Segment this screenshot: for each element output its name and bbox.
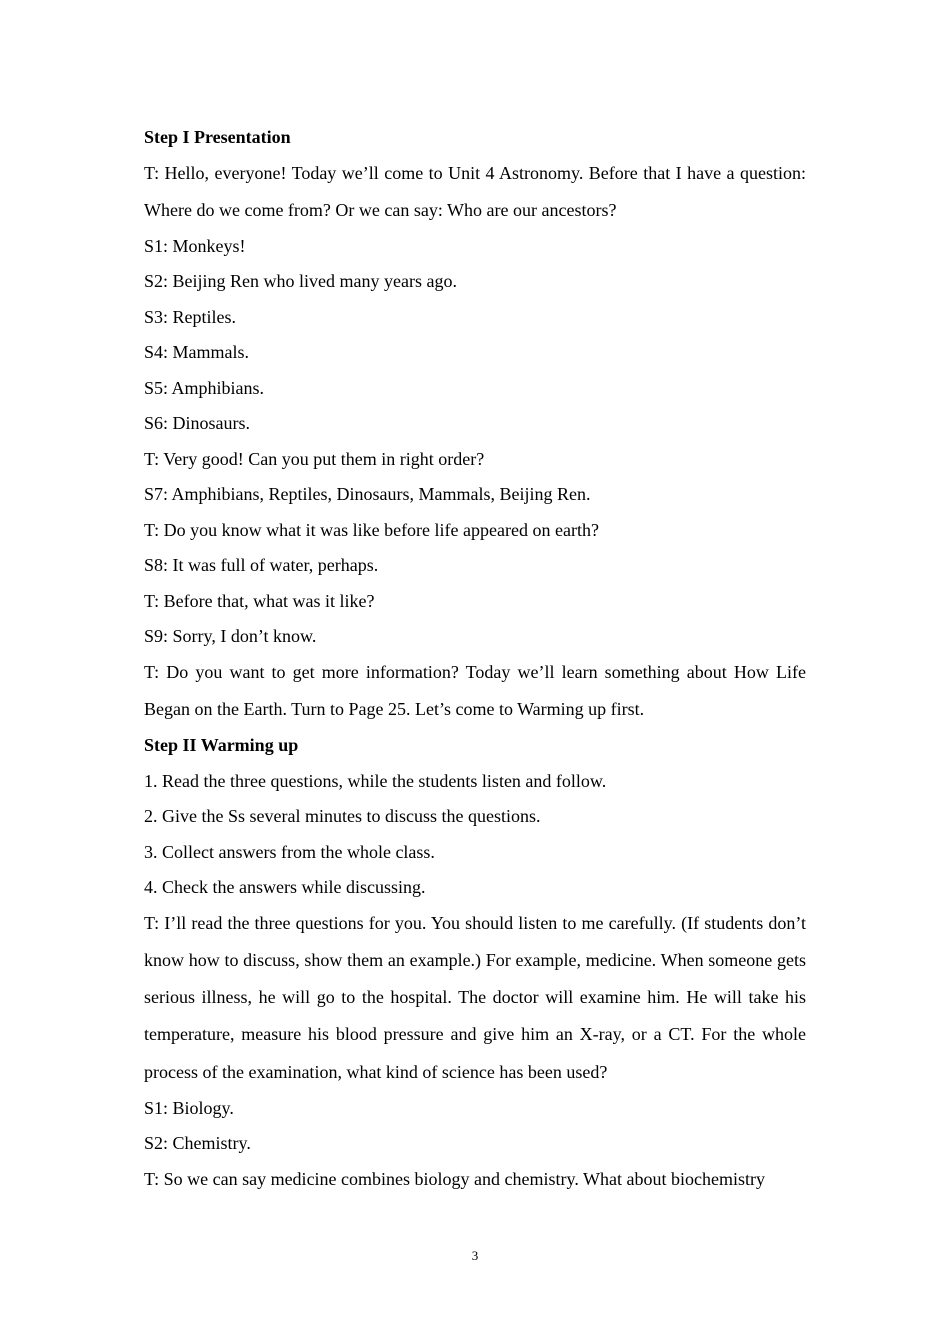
dialogue-line: S4: Mammals. — [144, 342, 250, 363]
dialogue-line: T: Do you know what it was like before life appeared on earth? — [144, 519, 599, 540]
section-heading-warming-up: Step II Warming up — [144, 735, 299, 756]
dialogue-line: T: So we can say medicine combines biology and chemistry. What about biochemistry — [144, 1168, 765, 1189]
dialogue-line: S9: Sorry, I don’t know. — [144, 626, 317, 647]
teacher-example-paragraph: T: I’ll read the three questions for you. You should listen to me carefully. (If students don’t know how to discuss, show them an example.) For example, medicine. When someone gets serious illness, he will go to the hospital. The doctor will examine him. He will take his temperature, measure his blood pressure and give him an X-ray, or a CT. For the whole process of the examination, what kind of science has been used? — [144, 912, 806, 1082]
dialogue-line: S5: Amphibians. — [144, 377, 265, 398]
lesson-body — [144, 124, 806, 1201]
procedure-step: 4. Check the answers while discussing. — [144, 877, 426, 898]
dialogue-line: S6: Dinosaurs. — [144, 413, 251, 434]
procedure-step: 2. Give the Ss several minutes to discuss the questions. — [144, 806, 541, 827]
dialogue-line: S3: Reptiles. — [144, 306, 237, 327]
dialogue-line: S2: Chemistry. — [144, 1133, 251, 1154]
dialogue-line: S1: Biology. — [144, 1097, 234, 1118]
teacher-intro-paragraph: T: Hello, everyone! Today we’ll come to Unit 4 Astronomy. Before that I have a question: Where do we come from? Or we can say: Who are our ancestors? — [144, 162, 806, 220]
dialogue-line: S8: It was full of water, perhaps. — [144, 555, 379, 576]
section-heading-presentation: Step I Presentation — [144, 127, 291, 147]
dialogue-line: S2: Beijing Ren who lived many years ago. — [144, 271, 457, 292]
dialogue-line: T: Before that, what was it like? — [144, 590, 375, 611]
page-number: 3 — [471, 1248, 479, 1263]
dialogue-line: T: Very good! Can you put them in right order? — [144, 448, 485, 469]
procedure-step: 3. Collect answers from the whole class. — [144, 841, 435, 862]
dialogue-line: S7: Amphibians, Reptiles, Dinosaurs, Mammals, Beijing Ren. — [144, 484, 591, 505]
dialogue-line: S1: Monkeys! — [144, 235, 246, 256]
teacher-closing-paragraph: T: Do you want to get more information? Today we’ll learn something about How Life Began on the Earth. Turn to Page 25. Let’s come to Warming up first. — [144, 661, 806, 720]
procedure-step: 1. Read the three questions, while the students listen and follow. — [144, 770, 607, 791]
